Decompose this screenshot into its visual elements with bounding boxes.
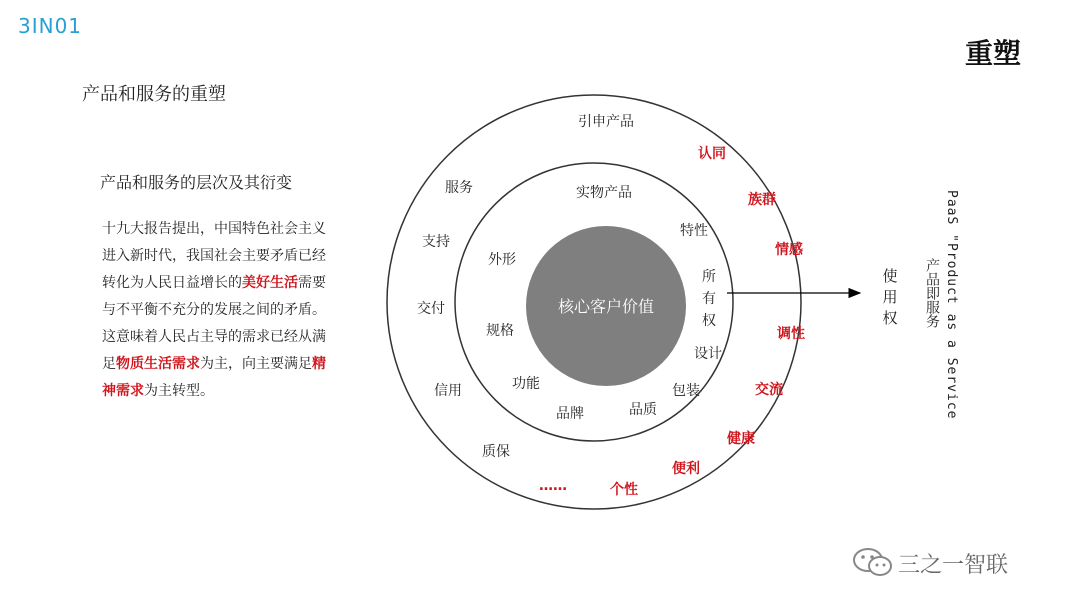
label-usage-right-2: 用 xyxy=(882,288,898,306)
label-ellipsis: …… xyxy=(539,478,567,494)
label-package: 包装 xyxy=(672,383,700,399)
label-ownership-3: 权 xyxy=(702,313,716,329)
label-ownership-2: 有 xyxy=(702,291,716,307)
label-extended-product: 引申产品 xyxy=(578,114,634,130)
paas-note: PaaS "Product as a Service xyxy=(944,190,959,420)
label-usage-right-3: 权 xyxy=(882,309,898,327)
slide-corner-title: 重塑 xyxy=(965,37,1022,70)
label-ownership-1: 所 xyxy=(702,269,716,285)
watermark-text: 三之一智联 xyxy=(898,553,1009,578)
label-brand: 品牌 xyxy=(556,406,584,422)
label-quality: 品质 xyxy=(629,402,657,418)
label-warranty: 质保 xyxy=(482,444,510,460)
label-credit: 信用 xyxy=(434,383,462,399)
label-physical-product: 实物产品 xyxy=(576,185,632,201)
para-seg-2: 需要与不平衡不充分的发展之间的矛盾。这意味着人民占主导的需求已经从满足 xyxy=(102,275,326,372)
brand-logo: 3IN01 xyxy=(18,14,83,38)
label-feature: 特性 xyxy=(680,223,708,239)
para-seg-3: 为主，向主要满足 xyxy=(200,356,312,372)
wechat-icon xyxy=(852,546,894,582)
para-highlight-material: 物质生活需求 xyxy=(116,356,200,372)
label-spec: 规格 xyxy=(486,323,514,339)
label-support: 支持 xyxy=(422,234,450,250)
para-seg-4: 为主转型。 xyxy=(144,383,214,399)
para-highlight-spiritual: 精神需求 xyxy=(102,356,326,399)
label-emotion: 情感 xyxy=(775,242,803,258)
label-tonality: 调性 xyxy=(777,326,805,342)
sub-title: 产品和服务的层次及其衍变 xyxy=(100,173,293,192)
label-recognition: 认同 xyxy=(698,146,726,162)
para-highlight-good-life: 美好生活 xyxy=(242,275,298,291)
section-title: 产品和服务的重塑 xyxy=(82,84,226,105)
core-label: 核心客户价值 xyxy=(557,297,655,316)
para-seg-1: 十九大报告提出，中国特色社会主义进入新时代，我国社会主要矛盾已经转化为人民日益增长的 xyxy=(102,221,326,291)
label-design: 设计 xyxy=(694,346,722,362)
label-appearance: 外形 xyxy=(488,252,516,268)
product-as-service-note: 产品即服务 xyxy=(924,258,940,328)
label-communication: 交流 xyxy=(755,382,783,398)
label-service: 服务 xyxy=(445,180,473,196)
label-usage-right-1: 使 xyxy=(882,267,898,285)
label-health: 健康 xyxy=(727,431,755,447)
label-personality: 个性 xyxy=(610,482,638,498)
label-function: 功能 xyxy=(512,376,540,392)
label-convenience: 便利 xyxy=(672,461,700,477)
label-delivery: 交付 xyxy=(417,301,445,317)
label-tribe: 族群 xyxy=(748,192,776,208)
